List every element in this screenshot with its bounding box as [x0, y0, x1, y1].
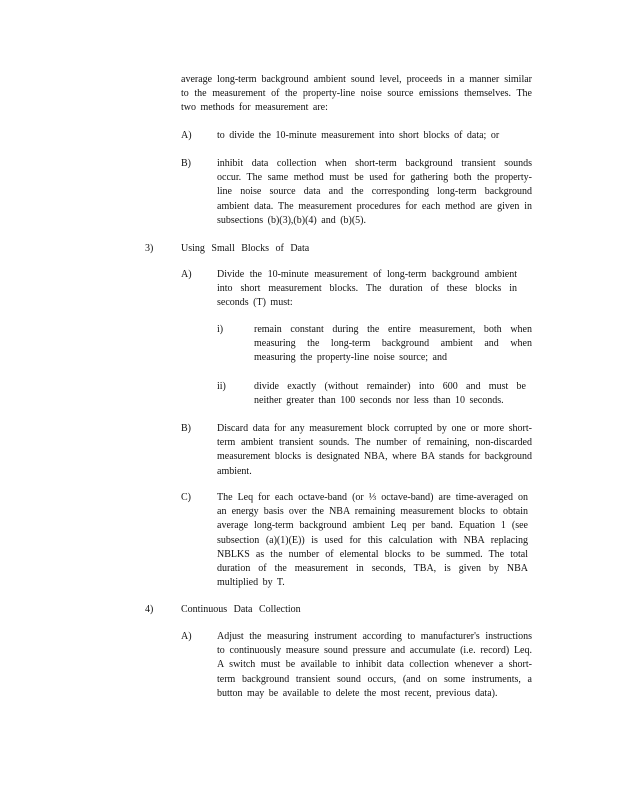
- section-3-b-text: Discard data for any measurement block corrupted by one or more short-term ambient transient sounds. The number of remaining, non-discarded measurement blocks is designated NBA, where BA stands for background ambient.: [217, 423, 532, 477]
- section-4-a-label: A): [181, 631, 192, 642]
- section-4-number: 4): [145, 604, 154, 615]
- intro-paragraph: average long-term background ambient sound level, proceeds in a manner similar to the measurement of the property-line noise source emissions themselves. The two methods for measurement are:: [181, 74, 532, 114]
- section-3-b-label: B): [181, 423, 191, 434]
- section-4-heading: Continuous Data Collection: [181, 604, 301, 615]
- list-item-b-text: inhibit data collection when short-term background transient sounds occur. The same method must be used for gathering both the property-line noise source data and the corresponding long-term background ambient data. The measurement procedures for each method are given in subsections (b)(3),(b)(4) and (b)(5).: [217, 158, 532, 226]
- section-3-a-ii-text: divide exactly (without remainder) into 600 and must be neither greater than 100 seconds nor less than 10 seconds.: [254, 381, 526, 407]
- section-3-a-i-text: remain constant during the entire measurement, both when measuring the long-term background ambient and when measuring the property-line noise source; and: [254, 324, 532, 364]
- list-item-a-text: to divide the 10-minute measurement into short blocks of data; or: [217, 130, 500, 141]
- section-3-a-label: A): [181, 269, 192, 280]
- section-3-heading: Using Small Blocks of Data: [181, 243, 310, 254]
- section-3-number: 3): [145, 243, 154, 254]
- section-3-a-text: Divide the 10-minute measurement of long-term background ambient into short measurement blocks. The duration of these blocks in seconds (T) must:: [217, 269, 517, 309]
- list-label-b: B): [181, 158, 191, 169]
- section-3-c-text: The Leq for each octave-band (or ⅓ octave-band) are time-averaged on an energy basis over the NBA remaining measurement blocks to obtain average long-term background ambient Leq per band. Equation 1 (see subsection (a)(1)(E)) is used for this calculation with NBA replacing NBLKS as the number of elemental blocks to be summed. The total duration of the measurement in seconds, TBA, is given by NBA multiplied by T.: [217, 492, 528, 589]
- section-3-a-i-label: i): [217, 324, 224, 335]
- section-4-a-text: Adjust the measuring instrument according to manufacturer's instructions to continuously measure sound pressure and accumulate (i.e. record) Leq. A switch must be available to inhibit data collection whenever a short-term background transient sound occurs, (and on some instruments, a button may be available to delete the most recent, previous data).: [217, 631, 532, 699]
- section-3-c-label: C): [181, 492, 191, 503]
- section-3-a-ii-label: ii): [217, 381, 226, 392]
- list-label-a: A): [181, 130, 192, 141]
